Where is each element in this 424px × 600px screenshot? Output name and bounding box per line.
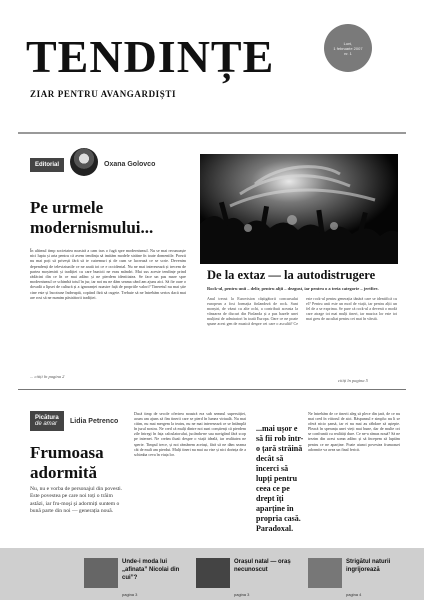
section-rule (18, 389, 406, 390)
teaser-3-thumbnail (308, 558, 342, 588)
column-label (30, 411, 64, 431)
teaser-1-thumbnail (84, 558, 118, 588)
issue-badge (324, 24, 372, 72)
teaser-3-page: pagina 4 (346, 592, 362, 597)
teaser-2-thumbnail (196, 558, 230, 588)
teaser-1-title[interactable]: Unde-i moda lui „afinata” Nicolai din cui”? (122, 559, 180, 581)
teaser-3-title[interactable]: Strigătul naturii ingrijorează (346, 559, 391, 573)
column-label-line2: de amar (35, 421, 58, 427)
main-story-continued[interactable]: citiți în pagina 5 (338, 378, 368, 383)
main-story-headline: De la extaz — la autodistrugere (207, 268, 376, 282)
column-body-col3: Ne întrebăm de ce tinerii aleg să plece din țară, de ce nu mai cred în viitorul de aici. Răspunsul e simplu: nu li se oferă nicio șansă, iar ei nu mai au răbdare să aștepte. Pleacă în speranța unei vieți mai bune, dar de multe ori se confruntă cu realități dure. Ce ne-a rămas nouă? Să ne trezim din acest somn adânc și să începem să luptăm pentru ce ne aparține. Poate atunci povestea frumoasei adormite va avea un final fericit. (308, 411, 400, 452)
column-intro: Nu, nu e vorba de personajul din povesti. Este povestea pe care noi toți o trăim astăzi, iar fru-moşi şi adormiți suntem o bună parte din noi — generația nouă. (30, 486, 123, 515)
main-story-body: Anul trecut la Eurovision câștigătorii concursului european a fost formația finlandeză de rock. Sunt monștri, de văzut cu alte ochi, a contribuit aceasta la vânzarea de discuri din Finlanda și a pus bazele unei mulțimi de admiratori în toată Europa. Oare ce ne poate spune acest gen de muzică despre cei care o ascultă? Ce este rock-ul pentru generația tânără care se identifică cu el? Pentru unii este un mod de viață, iar pentru alții un fel de a se exprima. Se pare că rock-ul a devenit o modă care atrage tot mai mulți tineri, iar muzica lor este tot mai greu de ascultat pentru cei mai în vârstă. (207, 296, 397, 326)
header-rule (18, 132, 406, 134)
column-body-col1: Dacă timp de secole oferirea noastră era sub semnul superstiției, acum am ajuns să fim tinerii care se pierd în lumea virtuală. Nu mai citim, nu mai mergem la teatru, nu ne mai interesează ce se întâmplă în jurul nostru. Ne cred că mulți dintre noi sunt conștienți că pierdem zile întregi în fața calculatorului, jucându-ne sau navigând fără scop pe internet. Ne creăm iluzii despre o viață ideală, iar realitatea ne sperie. Timpul trece, și noi rămânem aceiași, fără să ne dăm seama cât de mult am pierdut. Mulți tineri nu mai au vise și nici dorința de a schimba ceva în viața lor. (134, 411, 246, 457)
issue-number: nr. 1 (344, 50, 352, 56)
editorial-body: În ultimul timp societatea noastră a cam tras o fugă spre modernismul. Nu se mai recunoaște nici lupta și arta pentru că avem tendința să imităm modele străine în toate domeniile. Poezii nu mai poți să privești fără să te cutremuri și de cum se lucrează ce se scrie. Devenim dependenți de televiziunile ce ne arată tot ce e occidental. Nu ne mai interesează și trecem de partea moștenirii și tradiției cu care bunicii ne erau mândri. Mai sus aceste tendințe prind rădăcini din ce în ce mai adânc și ne pierdem identitatea. Se face un pas mare spre modernismul ce schimbă totul în jur, iar noi nu ne dăm seama când am ajuns aici. Să fie oare o dovadă a lipsei de cultură și a ignoranței noastre față de propriile valori? Tineretul nu mai știe cine este și încotrase îndreaptă, copiind fără să cugete. Trebuie să ne întrebăm serios dacă mai are rost să ne numim păstrătorii tradiției. (30, 248, 186, 300)
column-author: Lidia Petrenco (70, 418, 119, 425)
masthead-subtitle: ZIAR PENTRU AVANGARDIȘTI (30, 89, 177, 99)
footer-teasers (0, 548, 424, 600)
teaser-2-title[interactable]: Orașul natal — oraș necunoscut (234, 559, 291, 573)
editorial-author-avatar (70, 148, 98, 176)
main-story-lead: Rock-ul, pentru unii – delir, pentru alții – dezgust, iar pentru o a treia categorie – jertfire. (207, 286, 379, 291)
editorial-author: Oxana Golovco (104, 161, 156, 168)
editorial-label: Editorial (30, 158, 64, 172)
editorial-continued[interactable]: ... citiți în pagina 2 (30, 374, 65, 379)
column-pullquote: ...mai ușor e să fii rob într-o țară străină decât să încerci să lupți pentru ceea ce pe drept îți aparține în propria casă. Paradoxal. (256, 424, 304, 533)
editorial-headline: Pe urmele modernismului... (30, 198, 154, 237)
masthead-title: TENDINȚE (26, 31, 275, 82)
issue-day: Luni, (343, 40, 353, 46)
column-label-line1: Picătura (35, 415, 59, 421)
teaser-1-page: pagina 3 (122, 592, 138, 597)
column-headline: Frumoasa adormită (30, 443, 104, 482)
issue-date: 1 februarie 2007 (333, 45, 363, 51)
teaser-2-page: pagina 3 (234, 592, 250, 597)
concert-crowd-photo (200, 154, 398, 264)
crowd-image (200, 154, 398, 264)
